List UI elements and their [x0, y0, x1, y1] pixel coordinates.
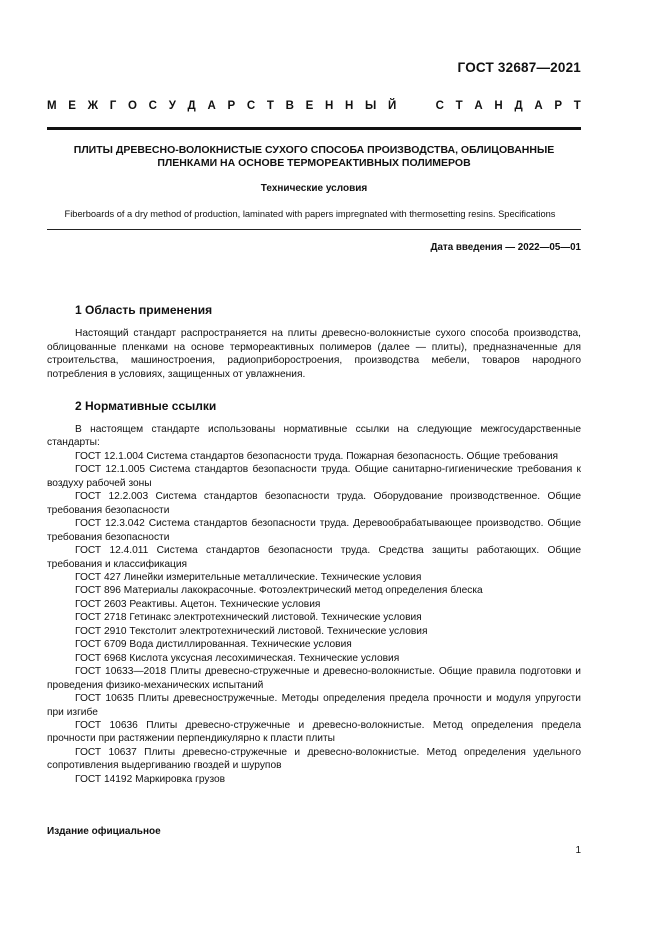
reference-item: ГОСТ 12.2.003 Система стандартов безопасности труда. Оборудование производственное. Общие требования безопасности: [47, 491, 581, 516]
document-subtitle: Технические условия: [260, 183, 368, 194]
reference-item: ГОСТ 10636 Плиты древесно-стружечные и древесно-волокнистые. Метод определения предела прочности при растяжении перпендикулярно к пласти плиты: [47, 719, 581, 745]
title-line-2: ПЛЕНКАМИ НА ОСНОВЕ ТЕРМОРЕАКТИВНЫХ ПОЛИМЕРОВ: [157, 157, 471, 169]
banner-letter: Н: [494, 100, 503, 112]
section-2-heading: 2 Нормативные ссылки: [75, 399, 217, 413]
reference-item: ГОСТ 896 Материалы лакокрасочные. Фотоэлектрический метод определения блеска: [75, 585, 483, 597]
document-title: [47, 144, 581, 170]
banner-word-gap: [408, 100, 424, 112]
english-title: Fiberboards of a dry method of production, laminated with papers impregnated with thermosetting resins. Specifications: [64, 209, 556, 219]
banner-letter: Т: [455, 100, 463, 112]
banner-letter: Г: [109, 100, 117, 112]
banner-letter: Т: [573, 100, 581, 112]
section-1-heading: 1 Область применения: [75, 303, 213, 317]
banner-letter: Д: [187, 100, 196, 112]
banner-letter: А: [534, 100, 543, 112]
page-number: 1: [575, 845, 581, 856]
section-1-paragraph: Настоящий стандарт распространяется на плиты древесно-волокнистые сухого способа производства, облицованные пленками на основе термореактивных полимеров (далее — плиты), предназначенные для строительства, машиностроения, радиоприборостроения, производства мебели, товаров народного потребления в условиях, защищенных от увлажнения.: [47, 328, 581, 380]
banner-letter: Е: [305, 100, 314, 112]
banner-letter: С: [148, 100, 157, 112]
normative-references-list: [47, 423, 581, 786]
banner-letter: А: [207, 100, 216, 112]
reference-item: ГОСТ 10635 Плиты древесностружечные. Методы определения предела прочности и модуля упругости при изгибе: [47, 693, 581, 718]
banner-letter: Р: [554, 100, 563, 112]
title-line-1: ПЛИТЫ ДРЕВЕСНО-ВОЛОКНИСТЫЕ СУХОГО СПОСОБА ПРОИЗВОДСТВА, ОБЛИЦОВАННЫЕ: [73, 144, 555, 156]
banner-letter: Е: [68, 100, 76, 112]
header-rule: [47, 127, 581, 130]
banner-letter: Т: [266, 100, 274, 112]
banner-letter: О: [128, 100, 137, 112]
reference-item: ГОСТ 427 Линейки измерительные металлические. Технические условия: [75, 571, 422, 583]
reference-item: ГОСТ 2603 Реактивы. Ацетон. Технические условия: [75, 598, 321, 610]
banner-letter: Р: [227, 100, 236, 112]
banner-letter: В: [285, 100, 294, 112]
reference-item: ГОСТ 10633—2018 Плиты древесно-стружечные и древесно-волокнистые. Общие правила подготовки и проведения физико-механических испытаний: [47, 666, 581, 691]
reference-item: ГОСТ 14192 Маркировка грузов: [75, 773, 226, 785]
banner-letter: Й: [387, 100, 397, 112]
reference-item: ГОСТ 12.1.005 Система стандартов безопасности труда. Общие санитарно-гигиенические требования к воздуху рабочей зоны: [47, 464, 581, 489]
reference-item: ГОСТ 6709 Вода дистиллированная. Технические условия: [75, 639, 352, 651]
reference-item: ГОСТ 12.3.042 Система стандартов безопасности труда. Деревообрабатывающее производство. Общие требования безопасности: [47, 518, 581, 543]
reference-item: ГОСТ 12.1.004 Система стандартов безопасности труда. Пожарная безопасность. Общие требования: [75, 450, 559, 462]
banner-letter: Н: [345, 100, 354, 112]
banner-letter: С: [246, 100, 256, 112]
reference-item: ГОСТ 10637 Плиты древесно-стружечные и древесно-волокнистые. Метод определения удельного сопротивления выдергиванию гвоздей и шурупов: [47, 746, 581, 772]
title-rule: [47, 229, 581, 230]
standard-number: ГОСТ 32687—2021: [457, 60, 581, 75]
introduction-date: Дата введения — 2022—05—01: [430, 242, 581, 253]
banner-letter: А: [474, 100, 483, 112]
banner-letter: Ж: [87, 100, 99, 112]
banner-letter: М: [47, 100, 57, 112]
references-intro: В настоящем стандарте использованы нормативные ссылки на следующие межгосударственные стандарты:: [47, 424, 581, 449]
banner-letter: Д: [514, 100, 523, 112]
banner-letter: Н: [324, 100, 334, 112]
banner-letter: Ы: [365, 100, 377, 112]
section-1-text: [47, 327, 581, 381]
official-edition-label: Издание официальное: [47, 826, 161, 837]
banner-letter: У: [168, 100, 176, 112]
banner-letter: С: [435, 100, 444, 112]
reference-item: ГОСТ 12.4.011 Система стандартов безопасности труда. Средства защиты работающих. Общие требования и классификация: [47, 545, 581, 570]
reference-item: ГОСТ 2910 Текстолит электротехнический листовой. Технические условия: [75, 625, 428, 637]
reference-item: ГОСТ 2718 Гетинакс электротехнический листовой. Технические условия: [75, 612, 422, 624]
standard-type-banner: [47, 100, 581, 112]
reference-item: ГОСТ 6968 Кислота уксусная лесохимическая. Технические условия: [75, 652, 400, 664]
